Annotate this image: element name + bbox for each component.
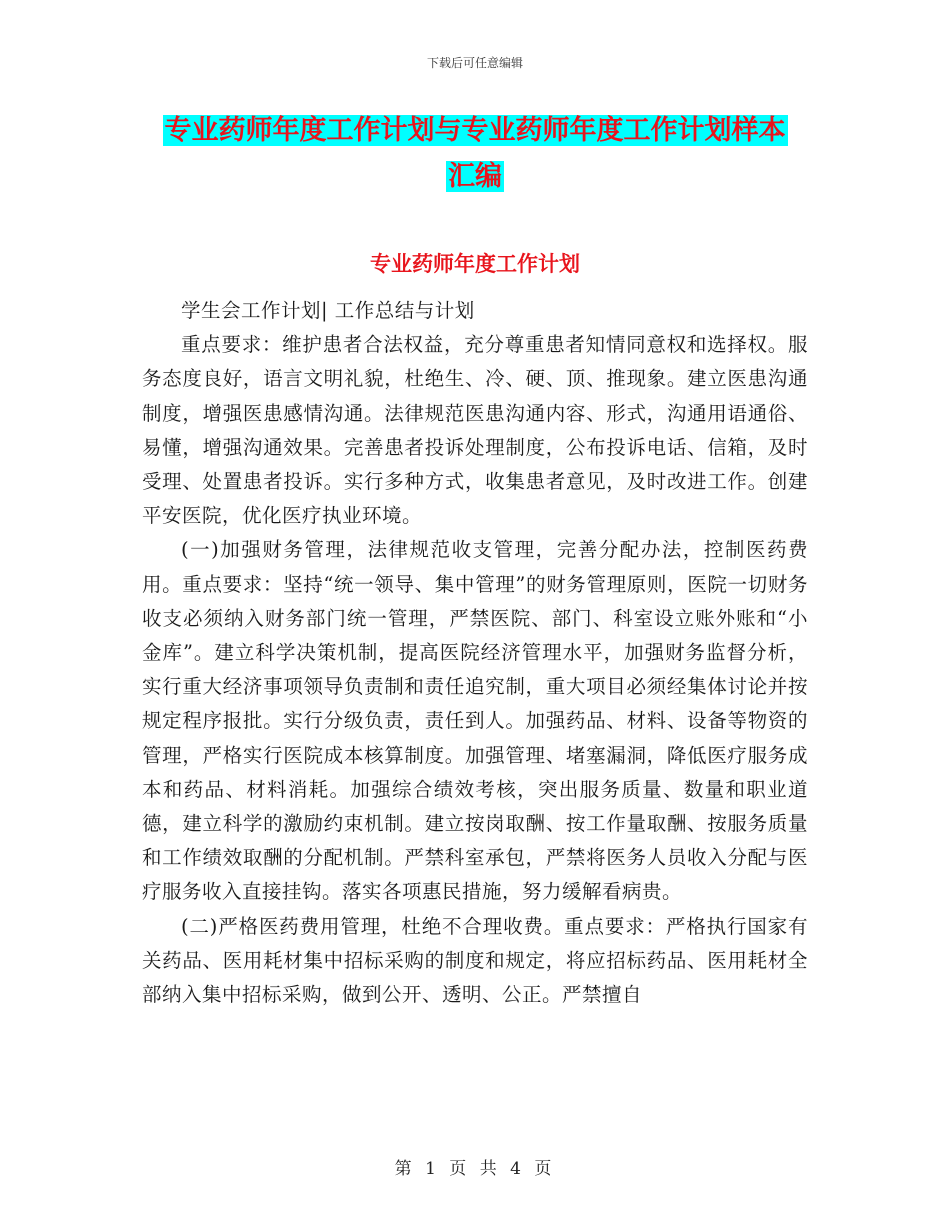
page-footer: 第 1 页 共 4 页 bbox=[394, 1159, 556, 1179]
document-title-line-1: 专业药师年度工作计划与专业药师年度工作计划样本 bbox=[164, 115, 786, 146]
document-body bbox=[142, 294, 808, 1012]
paragraph-financial-management: (一)加强财务管理，法律规范收支管理，完善分配办法，控制医药费用。重点要求：坚持“统一领导、集中管理”的财务管理原则，医院一切财务收支必须纳入财务部门统一管理，严禁医院、部门、科室设立账外账和“小金库”。建立科学决策机制，提高医院经济管理水平，加强财务监督分析，实行重大经济事项领导负责制和责任追究制，重大项目必须经集体讨论并按规定程序报批。实行分级负责，责任到人。加强药品、材料、设备等物资的管理，严格实行医院成本核算制度。加强管理、堵塞漏洞，降低医疗服务成本和药品、材料消耗。加强综合绩效考核，突出服务质量、数量和职业道德，建立科学的激励约束机制。建立按岗取酬、按工作量取酬、按服务质量和工作绩效取酬的分配机制。严禁科室承包，严禁将医务人员收入分配与医疗服务收入直接挂钩。落实各项惠民措施，努力缓解看病贵。 bbox=[142, 538, 808, 904]
paragraph-subtitle: 学生会工作计划| 工作总结与计划 bbox=[181, 299, 475, 322]
document-title-line-2: 汇编 bbox=[448, 161, 502, 192]
section-title: 专业药师年度工作计划 bbox=[370, 252, 580, 276]
paragraph-key-requirements: 重点要求：维护患者合法权益，充分尊重患者知情同意权和选择权。服务态度良好，语言文明礼貌，杜绝生、冷、硬、顶、推现象。建立医患沟通制度，增强医患感情沟通。法律规范医患沟通内容、形式，沟通用语通俗、易懂，增强沟通效果。完善患者投诉处理制度，公布投诉电话、信箱，及时受理、处置患者投诉。实行多种方式，收集患者意见，及时改进工作。创建平安医院，优化医疗执业环境。 bbox=[142, 333, 808, 528]
page-header-note: 下载后可任意编辑 bbox=[426, 56, 523, 70]
document-title bbox=[140, 108, 810, 200]
paragraph-fee-management: (二)严格医药费用管理，杜绝不合理收费。重点要求：严格执行国家有关药品、医用耗材集中招标采购的制度和规定，将应招标药品、医用耗材全部纳入集中招标采购，做到公开、透明、公正。严禁擅自 bbox=[142, 914, 808, 1007]
